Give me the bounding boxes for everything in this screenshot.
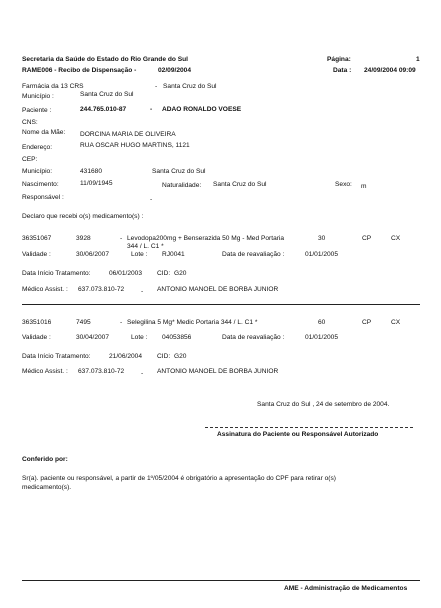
- notice-line2: medicamento(s).: [22, 484, 72, 491]
- responsavel-value: -: [150, 196, 153, 203]
- item-package: CX: [391, 319, 401, 326]
- item-desc-line1: Levodopa200mg + Benserazida 50 Mg - Med Portaria: [127, 235, 285, 242]
- item-separator: [22, 304, 420, 305]
- pharmacy-city: Santa Cruz do Sul: [163, 83, 217, 90]
- page-label: Página:: [327, 56, 351, 63]
- item-qty: 60: [318, 319, 326, 326]
- item-code: 36351067: [22, 235, 52, 242]
- cid-value: G20: [174, 270, 187, 277]
- doctor-sep: -: [141, 288, 144, 295]
- lot-label: Lote :: [131, 334, 148, 341]
- pharmacy-name: Farmácia da 13 CRS: [22, 83, 84, 90]
- item-code: 36351016: [22, 319, 52, 326]
- doctor-sep: -: [141, 370, 144, 377]
- validity-value: 30/04/2007: [76, 334, 110, 341]
- item-qty: 30: [318, 235, 326, 242]
- treatment-value: 21/06/2004: [109, 353, 143, 360]
- birth-value: 11/09/1945: [80, 180, 113, 187]
- mother-value: DORCINA MARIA DE OLIVEIRA: [80, 131, 176, 138]
- address-value: RUA OSCAR HUGO MARTINS, 1121: [80, 142, 190, 149]
- signature-line: [205, 427, 413, 428]
- doctor-name: ANTONIO MANOEL DE BORBA JUNIOR: [157, 286, 279, 293]
- notice-line1: Sr(a). paciente ou responsável, a partir de 1º/05/2004 é obrigatório a apresentação do CPF para retirar o(s): [22, 475, 336, 482]
- reval-value: 01/01/2005: [305, 334, 339, 341]
- item-unit: CP: [362, 235, 372, 242]
- institution-name: Secretaria da Saúde do Estado do Rio Grande do Sul: [22, 56, 188, 63]
- validity-label: Validade :: [22, 251, 51, 258]
- doctor-id: 637.073.810-72: [78, 286, 125, 293]
- pharmacy-city-sep: -: [155, 83, 158, 90]
- place-date: Santa Cruz do Sul , 24 de setembro de 2004.: [257, 401, 390, 408]
- reval-label: Data de reavaliação :: [222, 334, 285, 341]
- lot-label: Lote :: [131, 251, 148, 258]
- item-number: 3928: [76, 235, 91, 242]
- patient-id: 244.765.010-87: [80, 106, 127, 113]
- item-package: CX: [391, 235, 401, 242]
- address-label: Endereço:: [22, 144, 53, 151]
- doctor-id: 637.073.810-72: [78, 368, 125, 375]
- validity-value: 30/06/2007: [76, 251, 110, 258]
- patient-sep: -: [150, 106, 153, 113]
- naturalidade-value: Santa Cruz do Sul: [213, 181, 267, 188]
- footer-rule: [22, 580, 420, 581]
- reval-label: Data de reavaliação :: [222, 251, 285, 258]
- pharmacy-municipio-label: Município :: [22, 93, 54, 100]
- patient-label: Paciente :: [22, 107, 52, 114]
- municipio-label: Município:: [22, 168, 53, 175]
- print-datetime: 24/09/2004 09:09: [364, 67, 416, 74]
- footer-text: AME - Administração de Medicamentos: [284, 585, 408, 592]
- item-dash: -: [120, 235, 123, 242]
- birth-label: Nascimento:: [22, 181, 59, 188]
- cns-label: CNS:: [22, 119, 38, 126]
- naturalidade-label: Naturalidade:: [162, 182, 202, 189]
- sex-value: m: [361, 183, 367, 190]
- sex-label: Sexo:: [335, 181, 352, 188]
- report-title: RAME006 - Recibo de Dispensação -: [22, 67, 137, 74]
- patient-name: ADAO RONALDO VOESE: [162, 106, 242, 113]
- item-number: 7495: [76, 319, 91, 326]
- municipio-name: Santa Cruz do Sul: [152, 168, 206, 175]
- declaration-text: Declaro que recebi o(s) medicamento(s) :: [22, 213, 144, 220]
- reval-value: 01/01/2005: [305, 251, 339, 258]
- print-date-label: Data :: [333, 67, 352, 74]
- doctor-name: ANTONIO MANOEL DE BORBA JUNIOR: [157, 368, 279, 375]
- item-unit: CP: [362, 319, 372, 326]
- doctor-label: Médico Assist. :: [22, 286, 68, 293]
- treatment-label: Data Início Tratamento:: [22, 270, 91, 277]
- cid-value: G20: [174, 353, 187, 360]
- validity-label: Validade :: [22, 334, 51, 341]
- page-number: 1: [416, 56, 420, 63]
- responsavel-label: Responsável :: [22, 194, 64, 201]
- pharmacy-municipio-value: Santa Cruz do Sul: [80, 91, 134, 98]
- item-desc-line2: 344 / L. C1 *: [127, 243, 164, 250]
- doctor-label: Médico Assist. :: [22, 368, 68, 375]
- signature-label: Assinatura do Paciente ou Responsável Autorizado: [217, 431, 379, 438]
- cid-label: CID:: [157, 353, 171, 360]
- report-date: 02/09/2004: [158, 67, 192, 74]
- treatment-value: 06/01/2003: [109, 270, 143, 277]
- item-dash: -: [120, 319, 123, 326]
- treatment-label: Data Início Tratamento:: [22, 353, 91, 360]
- lot-value: RJ0041: [162, 251, 185, 258]
- cid-label: CID:: [157, 270, 171, 277]
- cep-label: CEP:: [22, 156, 38, 163]
- conferido-label: Conferido por:: [22, 456, 68, 463]
- item-desc-line1: Selegilina 5 Mg* Medic Portaria 344 / L. C1 *: [127, 319, 258, 326]
- mother-label: Nome da Mãe:: [22, 129, 66, 136]
- municipio-code: 431680: [80, 168, 103, 175]
- lot-value: 04053856: [162, 334, 192, 341]
